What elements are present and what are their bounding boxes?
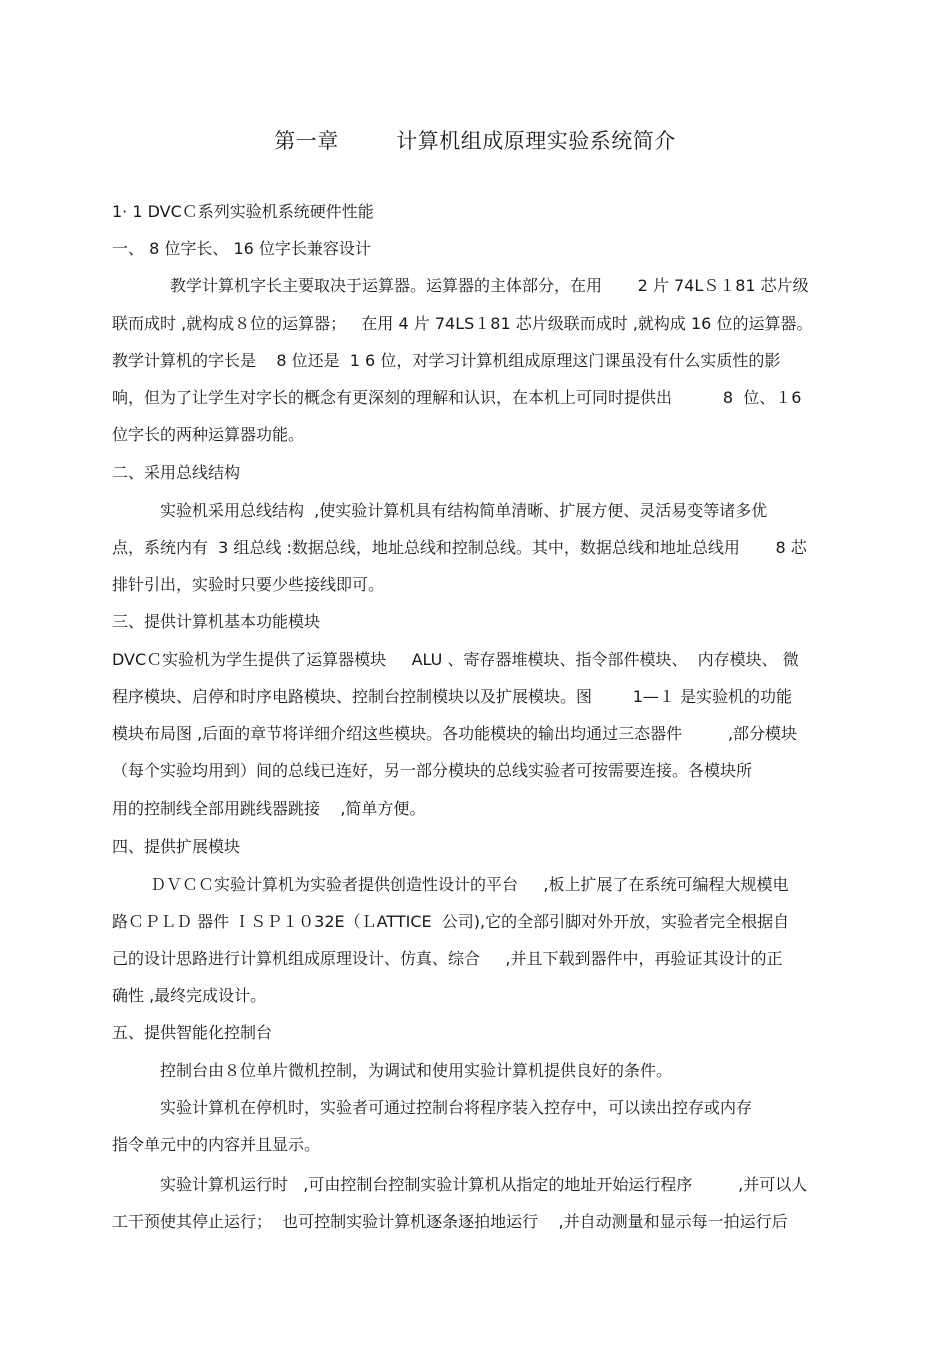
paragraph-line: 工干预使其停止运行； 也可控制实验计算机逐条逐拍地运行 ,并自动测量和显示每一拍运行后 bbox=[112, 1212, 788, 1231]
paragraph-line: DVCＣ实验机为学生提供了运算器模块 ALU 、寄存器堆模块、指令部件模块、 内存模块、 微 bbox=[112, 650, 799, 669]
paragraph-line: ＤＶＣＣ实验计算机为实验者提供创造性设计的平台 ,板上扩展了在系统可编程大规模电 bbox=[150, 875, 789, 894]
paragraph-line: 指令单元中的内容并且显示。 bbox=[112, 1135, 321, 1154]
paragraph-line: 教学计算机字长主要取决于运算器。运算器的主体部分，在用 2 片 74LＳ１81 芯片级 bbox=[170, 276, 809, 295]
section-heading-1-1: 1· 1 DVCＣ系列实验机系统硬件性能 bbox=[112, 202, 374, 221]
paragraph-line: 实验计算机在停机时，实验者可通过控制台将程序装入控存中，可以读出控存或内存 bbox=[160, 1098, 753, 1117]
paragraph-line: 教学计算机的字长是 8 位还是 1 6 位，对学习计算机组成原理这门课虽没有什么实质性的影 bbox=[112, 351, 781, 370]
paragraph-line: 控制台由８位单片微机控制，为调试和使用实验计算机提供良好的条件。 bbox=[160, 1061, 673, 1080]
paragraph-line: 己的设计思路进行计算机组成原理设计、仿真、综合 ,并且下载到器件中，再验证其设计的正 bbox=[112, 949, 783, 968]
subsection-heading-2: 二、采用总线结构 bbox=[112, 463, 241, 482]
paragraph-line: 联而成时 ,就构成８位的运算器； 在用 4 片 74LS１81 芯片级联而成时 ,就构成 16 位的运算器。 bbox=[112, 314, 813, 333]
paragraph-line: 用的控制线全部用跳线器跳接 ,简单方便。 bbox=[112, 799, 426, 818]
chapter-title: 第一章 计算机组成原理实验系统简介 bbox=[274, 129, 676, 153]
paragraph-line: 模块布局图 ,后面的章节将详细介绍这些模块。各功能模块的输出均通过三态器件 ,部分模块 bbox=[112, 724, 798, 743]
paragraph-line: 路ＣＰＬＤ 器件 ＩＳＰ１０32E（ＬATTICE 公司),它的全部引脚对外开放，实验者完全根据自 bbox=[112, 912, 790, 931]
paragraph-line: 响，但为了让学生对字长的概念有更深刻的理解和认识，在本机上可同时提供出 8 位、１6 bbox=[112, 388, 802, 407]
subsection-heading-5: 五、提供智能化控制台 bbox=[112, 1023, 273, 1042]
paragraph-line: 排针引出，实验时只要少些接线即可。 bbox=[112, 575, 385, 594]
paragraph-line: 实验机采用总线结构 ,使实验计算机具有结构简单清晰、扩展方便、灵活易变等诸多优 bbox=[160, 501, 768, 520]
paragraph-line: 程序模块、启停和时序电路模块、控制台控制模块以及扩展模块。图 1—１ 是实验机的功能 bbox=[112, 687, 792, 706]
paragraph-line: （每个实验均用到）间的总线已连好，另一部分模块的总线实验者可按需要连接。各模块所 bbox=[112, 761, 753, 780]
paragraph-line: 确性 ,最终完成设计。 bbox=[112, 986, 267, 1005]
subsection-heading-4: 四、提供扩展模块 bbox=[112, 837, 241, 856]
subsection-heading-3: 三、提供计算机基本功能模块 bbox=[112, 612, 321, 631]
paragraph-line: 位字长的两种运算器功能。 bbox=[112, 425, 305, 444]
paragraph-line: 点，系统内有 3 组总线 :数据总线，地址总线和控制总线。其中，数据总线和地址总线用 8 芯 bbox=[112, 538, 807, 557]
subsection-heading-1: 一、 8 位字长、 16 位字长兼容设计 bbox=[112, 239, 371, 258]
paragraph-line: 实验计算机运行时 ,可由控制台控制实验计算机从指定的地址开始运行程序 ,并可以人 bbox=[160, 1175, 808, 1194]
